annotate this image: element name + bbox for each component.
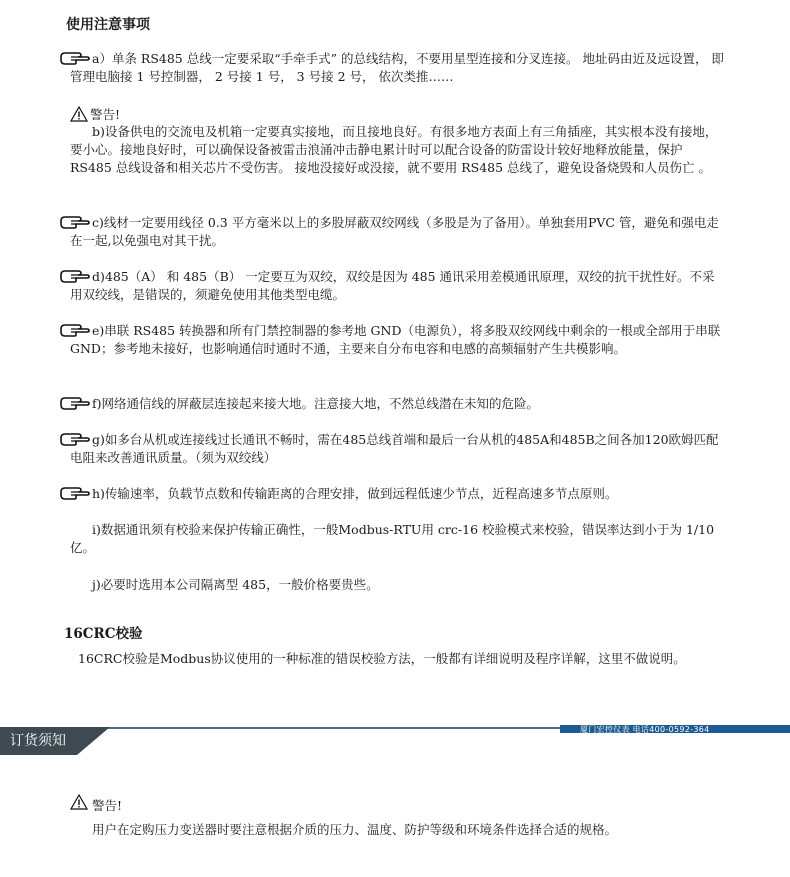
notice-text-i: i)数据通讯须有校验来保护传输正确性，一般Modbus-RTU用 crc-16 校验模式来校验，错误率达到小于为 1/10 亿。 bbox=[70, 522, 715, 555]
notice-text-f: f)网络通信线的屏蔽层连接起来接大地。注意接大地，不然总线潜在未知的危险。 bbox=[92, 396, 540, 411]
notice-text-e: e)串联 RS485 转换器和所有门禁控制器的参考地 GND（电源负），将多股双绞网线中剩余的一根或全部用于串联 GND；参考地未接好，也影响通信时通时不通，主要来自分布电容和电感的高频辐射产生共模影响。 bbox=[70, 323, 721, 356]
warning-triangle-icon bbox=[70, 106, 88, 122]
pointing-hand-icon bbox=[60, 432, 90, 446]
notice-text-g: g)如多台从机或连接线过长通讯不畅时，需在485总线首端和最后一台从机的485A和485B之间各加120欧姆匹配电阻来改善通讯质量。（须为双绞线） bbox=[70, 432, 719, 465]
order-notice-banner bbox=[0, 725, 790, 755]
pointing-hand-icon bbox=[60, 323, 90, 337]
notice-text-c: c)线材一定要用线径 0.3 平方毫米以上的多股屏蔽双绞网线（多股是为了备用）。单独套用PVC 管，避免和强电走在一起,以免强电对其干扰。 bbox=[70, 215, 719, 248]
warning-triangle-icon bbox=[70, 794, 88, 810]
notice-text-h: h)传输速率，负载节点数和传输距离的合理安排，做到远程低速少节点，近程高速多节点原则。 bbox=[92, 486, 618, 501]
notice-item-e bbox=[70, 322, 724, 358]
pointing-hand-icon bbox=[60, 269, 90, 283]
notice-item-d bbox=[70, 268, 724, 304]
page-title: 使用注意事项 bbox=[66, 17, 150, 33]
crc-body: 16CRC校验是Modbus协议使用的一种标准的错误校验方法，一般都有详细说明及程序详解，这里不做说明。 bbox=[78, 651, 686, 666]
notice-item-c bbox=[70, 214, 724, 250]
notice-item-h bbox=[70, 485, 724, 503]
order-notice-body: 用户在定购压力变送器时要注意根据介质的压力、温度、防护等级和环境条件选择合适的规格。 bbox=[92, 822, 618, 837]
pointing-hand-icon bbox=[60, 396, 90, 410]
pointing-hand-icon bbox=[60, 486, 90, 500]
pointing-hand-icon bbox=[60, 215, 90, 229]
notice-text-a: a）单条 RS485 总线一定要采取“手牵手式” 的总线结构，不要用星型连接和分叉连接。 地址码由近及远设置， 即管理电脑接 1 号控制器， 2 号接 1 号， 3 号接 2 号， 依次类推…… bbox=[70, 51, 724, 84]
notice-text-j: j)必要时选用本公司隔离型 485，一般价格要贵些。 bbox=[92, 577, 379, 592]
banner-tab-label: 订货须知 bbox=[10, 733, 66, 749]
notice-text-d: d)485（A） 和 485（B） 一定要互为双绞，双绞是因为 485 通讯采用差模通讯原理，双绞的抗干扰性好。不采用双绞线，是错误的，须避免使用其他类型电缆。 bbox=[70, 269, 715, 302]
banner-contact: 厦门宏控仪表 电话400-0592-364 bbox=[580, 725, 710, 734]
notice-text-b: b)设备供电的交流电及机箱一定要真实接地，而且接地良好。有很多地方表面上有三角插座，其实根本没有接地，要小心。接地良好时，可以确保设备被雷击浪涌冲击静电累计时可以配合设备的防雷设计较好地释放能量，保护RS485 总线设备和相关芯片不受伤害。 接地没接好或没接，就不要用 RS485 总线了，避免设备烧毁和人员伤亡 。 bbox=[70, 124, 718, 175]
crc-heading: 16CRC校验 bbox=[64, 626, 143, 642]
notice-item-a bbox=[70, 50, 724, 86]
notice-item-f bbox=[70, 395, 724, 413]
order-warning-label: 警告! bbox=[92, 798, 123, 813]
warning-label: 警告! bbox=[90, 107, 121, 122]
pointing-hand-icon bbox=[60, 51, 90, 65]
notice-item-g bbox=[70, 431, 724, 467]
